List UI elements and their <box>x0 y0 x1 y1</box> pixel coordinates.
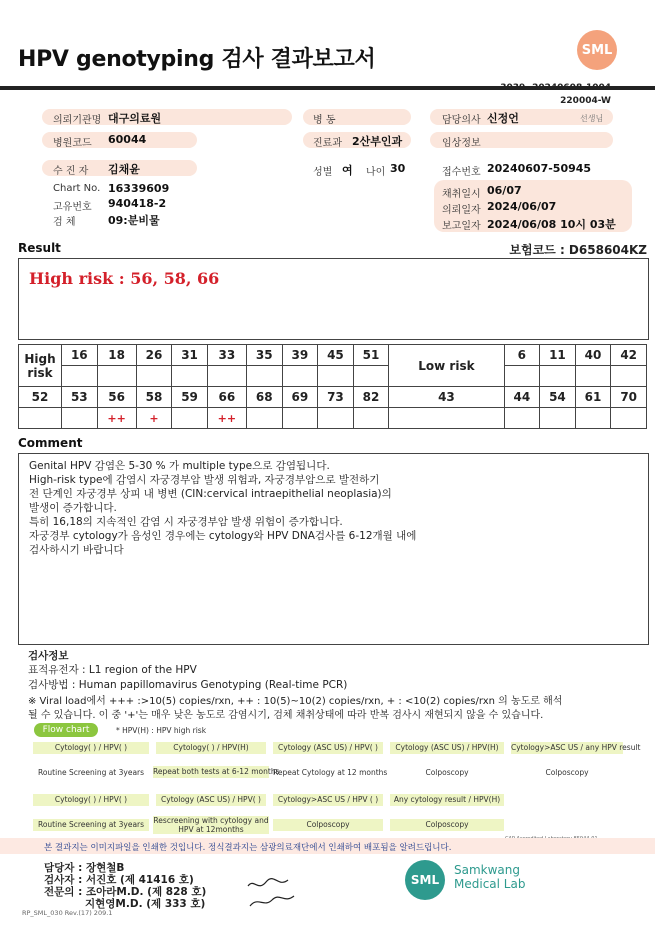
genotype-mark <box>62 408 98 429</box>
comment-box <box>18 453 649 645</box>
genotype-mark <box>136 366 172 387</box>
result-box <box>18 258 649 340</box>
genotype-cell: 26 <box>136 345 172 366</box>
genotype-cell: 42 <box>611 345 647 366</box>
specimen-value: 09:분비물 <box>108 214 160 227</box>
name-value: 김채윤 <box>108 163 140 176</box>
genotype-cell: 44 <box>504 387 540 408</box>
company-name-1: Samkwang <box>454 863 520 877</box>
hospital-value: 대구의료원 <box>108 112 162 125</box>
code-value: 60044 <box>108 133 147 146</box>
comment-line: 특히 16,18의 지속적인 감염 시 자궁경부암 발생 위험이 증가합니다. <box>29 516 343 528</box>
genotype-mark <box>207 366 246 387</box>
footer-notice: 본 결과지는 이미지파일을 인쇄한 것입니다. 정식결과지는 삼광의료재단에서 인쇄하여 배포됨을 알려드립니다. <box>44 843 452 853</box>
genotype-cell: 69 <box>282 387 318 408</box>
genotype-mark <box>504 366 540 387</box>
dept-value: 2산부인과 <box>352 135 403 148</box>
genotype-mark <box>575 408 611 429</box>
genotype-cell: 45 <box>318 345 354 366</box>
staff-manager: 담당자 : 장현철B <box>44 862 125 874</box>
staff-specialist-2: 지현영M.D. (제 333 호) <box>85 898 206 910</box>
flow-node: Rescreening with cytology and HPV at 12months <box>153 816 269 834</box>
receipt-label: 접수번호 <box>442 167 481 178</box>
code-label: 병원코드 <box>53 138 92 149</box>
genotype-cell: 73 <box>318 387 354 408</box>
flow-node: Cytology (ASC US) / HPV( ) <box>156 794 266 806</box>
form-number: RP_SML_030 Rev.(17) 209.1 <box>22 909 113 917</box>
samkwang-logo: SML <box>405 860 445 900</box>
company-name-2: Medical Lab <box>454 877 526 891</box>
info-method: 검사방법 : Human papillomavirus Genotyping (Real-time PCR) <box>28 679 348 691</box>
flow-node: Cytology>ASC US / HPV ( ) <box>273 794 383 806</box>
genotype-mark: ++ <box>97 408 136 429</box>
genotype-cell: 31 <box>172 345 208 366</box>
info-note-1: ※ Viral load에서 +++ :>10(5) copies/rxn, ++ : 10(5)~10(2) copies/rxn, + : <10(2) copies/rxn 의 농도로 해석 <box>28 696 563 707</box>
flow-outcome: Colposcopy <box>545 768 589 777</box>
genotype-mark <box>172 366 208 387</box>
ward-label: 병 동 <box>313 115 336 126</box>
signatures <box>244 874 300 912</box>
report-value: 2024/06/08 10시 03분 <box>487 218 616 231</box>
genotype-cell: 68 <box>246 387 282 408</box>
uid-value: 940418-2 <box>108 197 167 210</box>
flow-node: Cytology( ) / HPV(H) <box>156 742 266 754</box>
comment-line: 검사하시기 바랍니다 <box>29 544 124 556</box>
info-note-2: 될 수 있습니다. 이 중 '+'는 매우 낮은 농도로 감염시기, 검체 채취상태에 따라 반복 검사시 재현되지 않을 수 있습니다. <box>28 710 544 721</box>
doctor-value: 신정언 <box>487 112 519 125</box>
genotype-cell: 35 <box>246 345 282 366</box>
flow-node: Colposcopy <box>273 819 383 831</box>
age-label: 나이 <box>366 167 386 178</box>
comment-line: 자궁경부 cytology가 음성인 경우에는 cytology와 HPV DNA검사를 6-12개월 내에 <box>29 530 417 542</box>
flow-node: Cytology>ASC US / any HPV result <box>511 743 641 752</box>
doctor-label: 담당의사 <box>442 115 481 126</box>
flow-node: Cytology (ASC US) / HPV( ) <box>273 742 383 754</box>
report-title: HPV genotyping 검사 결과보고서 <box>18 47 376 72</box>
low-risk-label: Low risk <box>389 345 504 387</box>
genotype-mark <box>97 366 136 387</box>
genotype-mark <box>172 408 208 429</box>
clinical-label: 임상정보 <box>442 138 481 149</box>
flow-node: Cytology (ASC US) / HPV(H) <box>390 742 504 754</box>
receipt-value: 20240607-50945 <box>487 162 592 175</box>
genotype-cell: 39 <box>282 345 318 366</box>
genotype-mark <box>504 408 540 429</box>
genotype-cell: 18 <box>97 345 136 366</box>
document-number: 3039 -20240608-1004 <box>500 83 611 93</box>
sex-value: 여 <box>342 164 353 177</box>
genotype-mark <box>540 408 576 429</box>
genotype-mark <box>282 366 318 387</box>
genotype-cell: 43 <box>389 387 504 408</box>
genotype-mark: + <box>136 408 172 429</box>
genotype-mark <box>353 408 389 429</box>
chart-value: 16339609 <box>108 182 170 195</box>
report-label: 보고일자 <box>442 221 481 232</box>
info-gene: 표적유전자 : L1 region of the HPV <box>28 664 197 676</box>
comment-line: High-risk type에 감염시 자궁경부암 발생 위험과, 자궁경부암으로 발전하기 <box>29 474 380 486</box>
staff-specialist-1: 전문의 : 조아라M.D. (제 828 호) <box>44 886 207 898</box>
info-heading: 검사정보 <box>28 650 69 662</box>
uid-label: 고유번호 <box>53 202 92 213</box>
genotype-cell: 51 <box>353 345 389 366</box>
genotype-cell: 59 <box>172 387 208 408</box>
age-value: 30 <box>390 162 406 175</box>
flow-node: Repeat both tests at 6-12 months <box>153 767 280 776</box>
genotype-mark <box>282 408 318 429</box>
sex-label: 성별 <box>313 167 333 178</box>
name-label: 수 진 자 <box>53 166 89 177</box>
staff-tester: 검사자 : 서진호 (제 41416 호) <box>44 874 194 886</box>
collect-value: 06/07 <box>487 184 522 197</box>
genotype-cell: 33 <box>207 345 246 366</box>
flow-outcome: Routine Screening at 3years <box>37 768 145 777</box>
genotype-mark <box>611 366 647 387</box>
result-heading: Result <box>18 241 61 255</box>
high-risk-label: High risk <box>19 345 62 387</box>
dept-label: 진료과 <box>313 138 342 149</box>
genotype-mark <box>318 366 354 387</box>
genotype-cell: 54 <box>540 387 576 408</box>
genotype-cell: 40 <box>575 345 611 366</box>
request-label: 의뢰일자 <box>442 205 481 216</box>
genotype-mark <box>540 366 576 387</box>
genotype-mark <box>318 408 354 429</box>
doctor-suffix: 선생님 <box>580 114 604 123</box>
sml-logo: SML <box>577 30 617 70</box>
genotype-mark <box>611 408 647 429</box>
chart-label: Chart No. <box>53 183 101 194</box>
request-value: 2024/06/07 <box>487 200 557 213</box>
genotype-cell: 70 <box>611 387 647 408</box>
flow-node: Routine Screening at 3years <box>33 819 149 831</box>
genotype-cell: 82 <box>353 387 389 408</box>
genotype-mark <box>246 408 282 429</box>
comment-line: Genital HPV 감염은 5-30 % 가 multiple type으로 감염됩니다. <box>29 460 330 472</box>
flow-outcome: Repeat Cytology at 12 months <box>273 768 388 777</box>
specimen-label: 검 체 <box>53 217 76 228</box>
flow-legend: * HPV(H) : HPV high risk <box>116 726 207 735</box>
genotype-mark <box>19 408 62 429</box>
comment-line: 발생이 증가합니다. <box>29 502 117 514</box>
comment-heading: Comment <box>18 436 83 450</box>
hospital-label: 의뢰기관명 <box>53 115 102 126</box>
flow-node: Colposcopy <box>390 819 504 831</box>
genotype-cell: 53 <box>62 387 98 408</box>
genotype-mark <box>389 408 504 429</box>
comment-line: 전 단계인 자궁경부 상피 내 병변 (CIN:cervical intraepithelial neoplasia)의 <box>29 488 392 500</box>
genotype-table <box>18 344 647 429</box>
genotype-cell: 52 <box>19 387 62 408</box>
flow-node: Any cytology result / HPV(H) <box>390 794 504 806</box>
flow-node: Cytology( ) / HPV( ) <box>33 742 149 754</box>
result-headline: High risk : 56, 58, 66 <box>29 269 220 288</box>
genotype-mark <box>353 366 389 387</box>
flow-chart-button: Flow chart <box>34 723 98 737</box>
flow-node: Cytology( ) / HPV( ) <box>33 794 149 806</box>
genotype-mark <box>246 366 282 387</box>
genotype-cell: 11 <box>540 345 576 366</box>
genotype-cell: 58 <box>136 387 172 408</box>
document-number-2: 220004-W <box>560 96 611 106</box>
genotype-cell: 56 <box>97 387 136 408</box>
collect-label: 채취일시 <box>442 189 481 200</box>
genotype-mark <box>62 366 98 387</box>
flow-outcome: Colposcopy <box>425 768 469 777</box>
insurance-code: 보험코드 : D658604KZ <box>509 243 647 257</box>
genotype-mark: ++ <box>207 408 246 429</box>
genotype-cell: 6 <box>504 345 540 366</box>
genotype-mark <box>575 366 611 387</box>
genotype-cell: 61 <box>575 387 611 408</box>
genotype-cell: 16 <box>62 345 98 366</box>
genotype-cell: 66 <box>207 387 246 408</box>
